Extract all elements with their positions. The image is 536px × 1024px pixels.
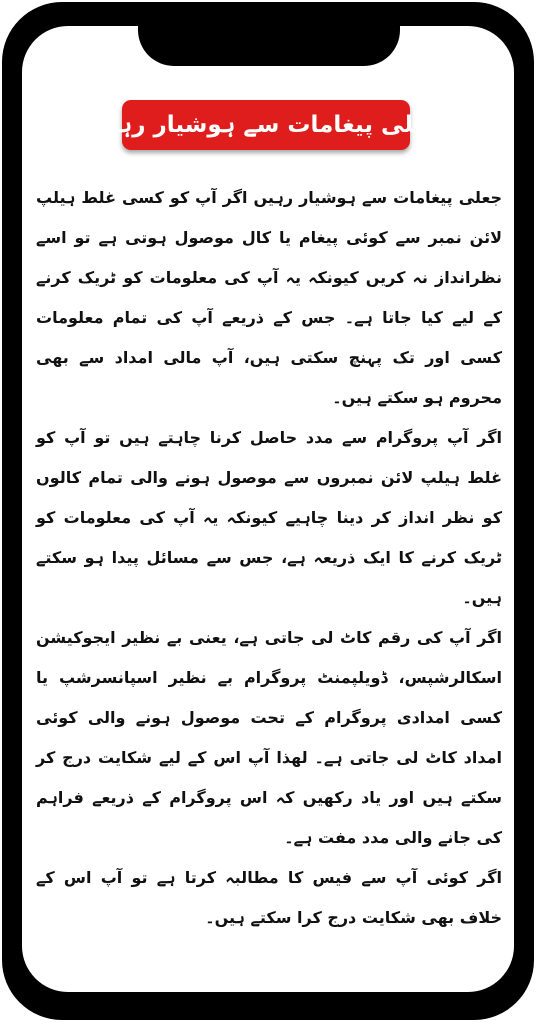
paragraph: اگر کوئی آپ سے فیس کا مطالبہ کرتا ہے تو آپ اس کے خلاف بھی شکایت درج کرا سکتے ہیں۔ (36, 868, 502, 927)
article-body (36, 178, 502, 938)
title-banner (88, 100, 444, 150)
paragraph: اگر آپ پروگرام سے مدد حاصل کرنا چاہتے ہیں تو آپ کو غلط ہیلپ لائن نمبروں سے موصول ہونے والی تمام کالوں کو نظر انداز کر دینا چاہیے کیونکہ یہ آپ کی معلومات کو ٹریک کرنے کا ایک ذریعہ ہے، جس سے مسائل پیدا ہو سکتے ہیں۔ (36, 428, 502, 607)
phone-frame (2, 2, 534, 1020)
paragraph: جعلی پیغامات سے ہوشیار رہیں اگر آپ کو کسی غلط ہیلپ لائن نمبر سے کوئی پیغام یا کال موصول ہوتی ہے تو اسے نظرانداز نہ کریں کیونکہ یہ آپ کی معلومات کو ٹریک کرنے کے لیے کیا جاتا ہے۔ جس کے ذریعے آپ کی تمام معلومات کسی اور تک پہنچ سکتی ہیں، آپ مالی امداد سے بھی محروم ہو سکتے ہیں۔ (36, 188, 502, 407)
phone-notch (138, 2, 400, 66)
page-title: جعلی پیغامات سے ہوشیار رہیں (88, 112, 444, 138)
paragraph: اگر آپ کی رقم کاٹ لی جاتی ہے، یعنی بے نظیر ایجوکیشن اسکالرشپس، ڈویلپمنٹ پروگرام بے نظیر اسپانسرشپ یا کسی امدادی پروگرام کے تحت موصول ہونے والی کوئی امداد کاٹ لی جاتی ہے۔ لھذا آپ اس کے لیے شکایت درج کر سکتے ہیں اور یاد رکھیں کہ اس پروگرام کے ذریعے فراہم کی جانے والی مدد مفت ہے۔ (36, 628, 502, 847)
phone-screen (22, 26, 514, 992)
